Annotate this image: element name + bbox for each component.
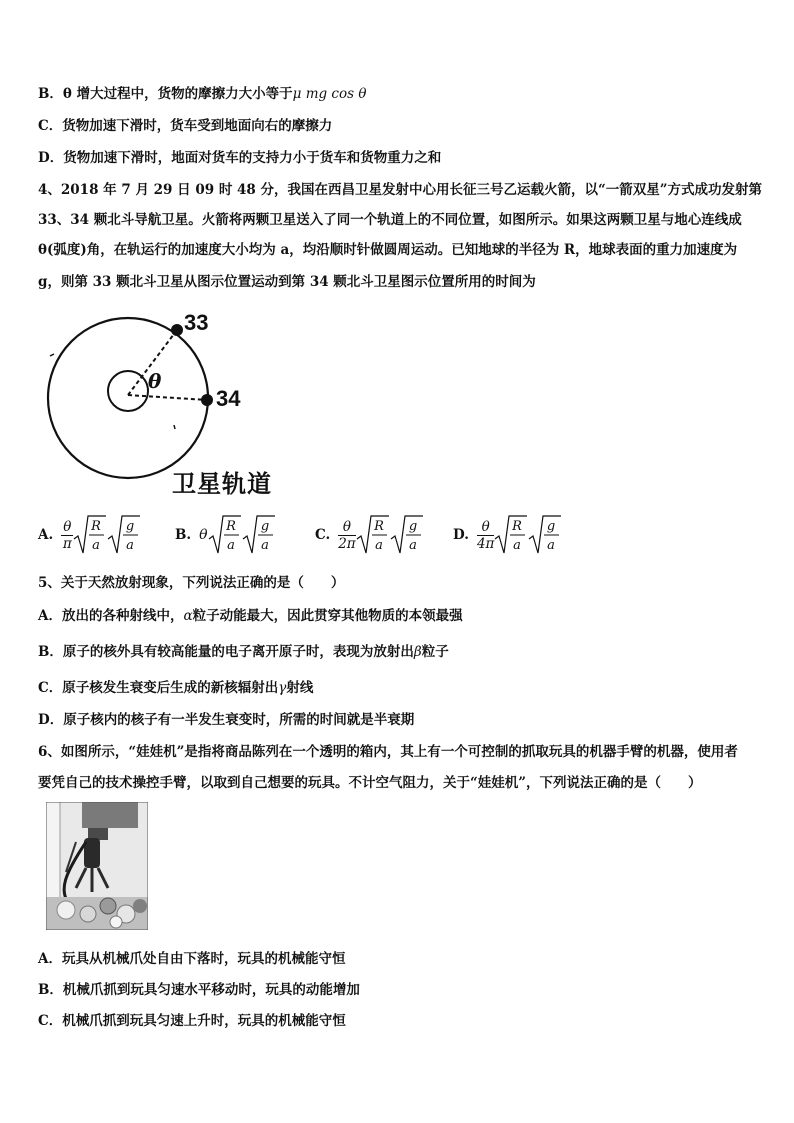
q3-option-d: D．货物加速下滑时，地面对货车的支持力小于货车和货物重力之和 bbox=[38, 150, 442, 166]
option-fraction bbox=[61, 519, 73, 552]
q4-stem-line4: g，则第 33 颗北斗卫星从图示位置运动到第 34 颗北斗卫星图示位置所用的时间为 bbox=[38, 274, 536, 290]
fraction-numerator: θ bbox=[338, 519, 355, 536]
q5-option-c-pre: C．原子核发生衰变后生成的新核辐射出 bbox=[38, 680, 279, 696]
q5-option-a-pre: A．放出的各种射线中， bbox=[38, 608, 184, 624]
satellite-33-dot bbox=[171, 324, 183, 336]
satellite-34-label: 34 bbox=[216, 386, 241, 411]
beta-symbol: β bbox=[413, 644, 422, 660]
radical-denominator: a bbox=[92, 538, 101, 553]
q3-option-b bbox=[38, 82, 366, 102]
q3-option-b-text: B．θ 增大过程中，货物的摩擦力大小等于 bbox=[38, 86, 293, 102]
q6-stem-line2: 要凭自己的技术操控手臂，以取到自己想要的玩具。不计空气阻力，关于“娃娃机”，下列说法正确的是（ ） bbox=[38, 775, 702, 791]
gamma-symbol: γ bbox=[278, 680, 287, 696]
radical-numerator: R bbox=[373, 519, 384, 534]
sqrt-sign bbox=[356, 513, 390, 557]
fraction-numerator: θ bbox=[477, 519, 494, 536]
radical-denominator: a bbox=[374, 538, 383, 553]
radical-numerator: g bbox=[126, 519, 135, 534]
radical-denominator: a bbox=[513, 538, 522, 553]
sqrt-sign bbox=[242, 513, 276, 557]
q6-option-c: C．机械爪抓到玩具匀速上升时，玩具的机械能守恒 bbox=[38, 1013, 346, 1029]
radical-denominator: a bbox=[260, 538, 269, 553]
sqrt-sign bbox=[528, 513, 562, 557]
q4-option-a bbox=[38, 510, 141, 560]
option-fraction bbox=[338, 519, 355, 552]
sqrt-sign bbox=[390, 513, 424, 557]
option-label: C. bbox=[315, 527, 331, 543]
q6-stem-line1: 6、如图所示，“娃娃机”是指将商品陈列在一个透明的箱内，其上有一个可控制的抓取玩具的机器手臂的机器，使用者 bbox=[38, 744, 738, 760]
radical-denominator: a bbox=[226, 538, 235, 553]
fraction-numerator: θ bbox=[63, 518, 72, 535]
fraction-denominator: 2π bbox=[338, 535, 356, 552]
q5-option-c-post: 射线 bbox=[286, 680, 314, 696]
radical-denominator: a bbox=[547, 538, 556, 553]
q5-option-b-pre: B．原子的核外具有较高能量的电子离开原子时，表现为放射出 bbox=[38, 644, 414, 660]
satellite-33-label: 33 bbox=[184, 310, 209, 335]
radical-denominator: a bbox=[126, 538, 135, 553]
q6-option-a: A．玩具从机械爪处自由下落时，玩具的机械能守恒 bbox=[38, 951, 346, 967]
q5-option-b bbox=[38, 640, 449, 660]
q3-option-b-formula: μ mg cos θ bbox=[292, 86, 367, 102]
tick-mark-left bbox=[50, 354, 54, 356]
radical-denominator: a bbox=[408, 538, 417, 553]
claw-motor-box bbox=[82, 802, 138, 828]
q4-stem-line3: θ(弧度)角，在轨运行的加速度大小均为 a，均沿顺时针做圆周运动。已知地球的半径为 R，地球表面的重力加速度为 bbox=[38, 242, 738, 258]
orbit-caption: 卫星轨道 bbox=[172, 470, 272, 498]
radical-numerator: g bbox=[547, 519, 556, 534]
q5-option-b-post: 粒子 bbox=[421, 644, 449, 660]
q5-option-d: D．原子核内的核子有一半发生衰变时，所需的时间就是半衰期 bbox=[38, 712, 415, 728]
option-coefficient: θ bbox=[199, 527, 208, 543]
radical-numerator: R bbox=[225, 519, 236, 534]
tick-mark-bottom bbox=[174, 425, 175, 429]
claw-machine-photo bbox=[46, 802, 148, 930]
radical-numerator: R bbox=[91, 519, 102, 534]
sqrt-sign bbox=[208, 513, 242, 557]
q4-option-c bbox=[315, 510, 424, 560]
fraction-denominator: π bbox=[62, 535, 72, 552]
q4-option-d bbox=[453, 510, 562, 560]
sqrt-sign bbox=[73, 513, 107, 557]
option-label: D. bbox=[453, 527, 469, 543]
q5-stem: 5、关于天然放射现象，下列说法正确的是（ ） bbox=[38, 575, 345, 591]
line-to-sat34 bbox=[128, 395, 207, 400]
option-fraction bbox=[477, 519, 494, 552]
q4-stem-line1: 4、2018 年 7 月 29 日 09 时 48 分，我国在西昌卫星发射中心用长征三号乙运载火箭，以“一箭双星”方式成功发射第 bbox=[38, 182, 763, 198]
q4-stem-line2: 33、34 颗北斗导航卫星。火箭将两颗卫星送入了同一个轨道上的不同位置，如图所示。如果这两颗卫星与地心连线成 bbox=[38, 212, 742, 228]
toy-plush bbox=[57, 901, 75, 919]
radical-numerator: g bbox=[408, 519, 417, 534]
q5-option-a-post: 粒子动能最大，因此贯穿其他物质的本领最强 bbox=[192, 608, 463, 624]
satellite-34-dot bbox=[201, 394, 213, 406]
radical-numerator: R bbox=[512, 519, 523, 534]
q4-option-b bbox=[175, 510, 276, 560]
fraction-denominator: 4π bbox=[476, 535, 495, 552]
option-label: A. bbox=[38, 527, 54, 543]
sqrt-sign bbox=[107, 513, 141, 557]
q3-option-c: C．货物加速下滑时，货车受到地面向右的摩擦力 bbox=[38, 118, 333, 134]
option-label: B. bbox=[175, 527, 192, 543]
q5-option-c bbox=[38, 676, 313, 696]
radical-numerator: g bbox=[260, 519, 269, 534]
angle-theta-label: θ bbox=[148, 369, 162, 393]
q5-option-a bbox=[38, 604, 463, 624]
alpha-symbol: α bbox=[183, 608, 193, 624]
sqrt-sign bbox=[494, 513, 528, 557]
q6-option-b: B．机械爪抓到玩具匀速水平移动时，玩具的动能增加 bbox=[38, 982, 360, 998]
